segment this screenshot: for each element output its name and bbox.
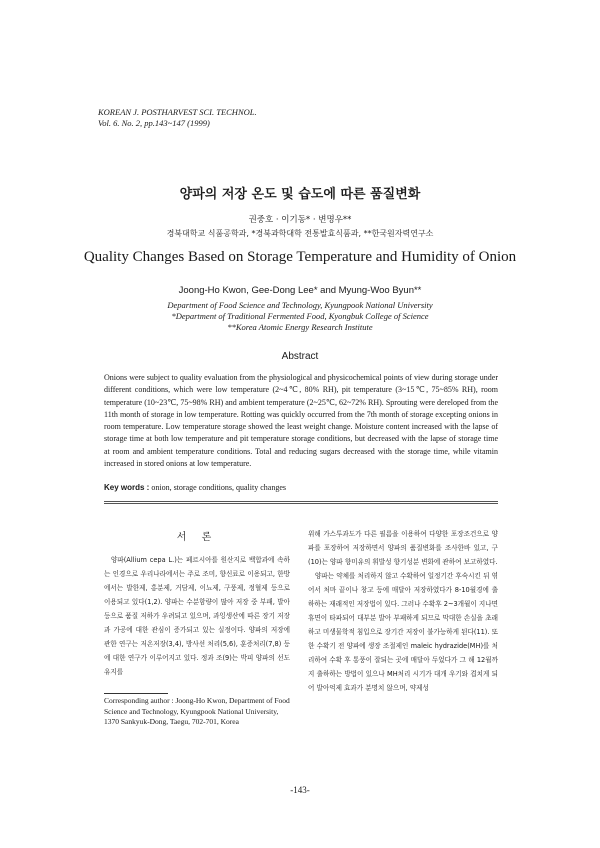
keywords: [104, 483, 498, 492]
affiliations-english: [0, 300, 600, 333]
journal-name: KOREAN J. POSTHARVEST SCI. TECHNOL.: [98, 107, 257, 117]
divider-rule: [104, 501, 498, 502]
title-english: Quality Changes Based on Storage Temperature and Humidity of Onion: [83, 249, 517, 265]
journal-header: [98, 107, 257, 129]
affiliation-line: Department of Food Science and Technology, Kyungpook National University: [167, 300, 433, 310]
title-korean: 양파의 저장 온도 및 습도에 따른 품질변화: [179, 187, 421, 202]
affiliations-korean: 경북대학교 식품공학과, *경북과학대학 전통발효식품과, **한국원자력연구소: [166, 229, 434, 238]
keywords-text: onion, storage conditions, quality changes: [151, 483, 286, 492]
keywords-label: Key words :: [104, 483, 150, 492]
corresponding-author-footnote: Corresponding author : Joong-Ho Kwon, Department of Food Science and Technology, Kyungpook National University, 1370 Sankyuk-Dong, Taegu, 702-701, Korea: [104, 696, 290, 726]
journal-volume: Vol. 6. No. 2, pp.143~147 (1999): [98, 118, 210, 128]
affiliation-line: **Korea Atomic Energy Research Institute: [227, 322, 373, 332]
section-heading-introduction: 서 론: [176, 532, 218, 543]
right-column: [308, 527, 498, 695]
abstract-text: Onions were subject to quality evaluation from the physiological and physicochemical points of view during storage under different conditions, which were low temperature (2~4℃, 80% RH), pit temperature (3~15℃, 75~85% RH), room temperature (10~23℃, 75~98% RH) and ambient temperature (2~25℃, 62~72% RH). Sprouting were dereloped from the 11th month of storage in low temperature. Rotting was quickly occurred from the 7th month of storage excepting onions in room temperature. Low temperature storage showed the least weight change. Moisture content increased with the lapse of storage time at both low temperature and pit temperature storage conditions, but decreased with the lapse of storage time at room and ambient temperature conditions. Total and reducing sugars decreased with the storage time, while vitamin increased in stored onions at low temperature.: [104, 373, 498, 469]
left-column: [104, 553, 290, 679]
page-number: -143-: [290, 785, 310, 795]
authors-korean: 권중호 · 이기동* · 변명우**: [248, 215, 352, 225]
footnote-rule: [104, 693, 168, 694]
divider-rule: [104, 503, 498, 504]
authors-english: Joong-Ho Kwon, Gee-Dong Lee* and Myung-Woo Byun**: [178, 285, 422, 296]
paragraph: 양파(Allium cepa L.)는 페르시아를 원산지로 백합과에 속하는 인경으로 우리나라에서는 주로 조미, 향신료로 이용되고, 한방에서는 발한제, 홍분제, 거담제, 이뇨제, 구풍제, 정혈제 등으로 이용되고 있다(1,2). 양파는 수분함량이 많아 저장 중 부패, 발아 등으로 품질 저하가 우려되고 있으며, 과잉생산에 따른 장기 저장과 가공에 대한 관심이 증가되고 있는 실정이다. 양파의 저장에 관한 연구는 저온저장(3,4), 방사선 처리(5,6), 훈증처리(7,8) 등에 대한 연구가 이루어지고 있다. 정과 조(9)는 박피 양파의 선도유지를: [104, 556, 290, 676]
paragraph: 위해 가스투과도가 다른 필름을 이용하여 다양한 포장조건으로 양파를 포장하여 저장하면서 양파의 품질변화를 조사한바 있고, 구(10)는 양파 향미유의 휘발성 향기성분 변화에 관하여 보고하였다.: [308, 530, 498, 566]
abstract-heading: Abstract: [281, 351, 319, 362]
paragraph: 양파는 약체를 처리하지 않고 수확하여 일정기간 후숙시킨 뒤 엮어서 처마 끝이나 창고 등에 매달아 저장하였다가 8-10월경에 출하하는 재래적인 저장법이 있다. 그러나 수확후 2~3개월이 지나면 휴면이 타파되어 대부분 발아 부패하게 되므로 막대한 손실을 초래하고 미생물학적 침입으로 장기간 저장이 불가능하게 된다(11). 또한 수확기 전 양파에 생장 조절제인 maleic hydrazide(MH)를 처리하여 수확 후 통풍이 잘되는 곳에 매달아 두었다가 그 해 12월까지 출하하는 방법이 있으나 MH처리 시기가 대개 우기와 겹치게 되어 발아억제 효과가 분명치 않으며, 약제성: [308, 572, 498, 692]
affiliation-line: *Department of Traditional Fermented Food, Kyongbuk College of Science: [171, 311, 429, 321]
